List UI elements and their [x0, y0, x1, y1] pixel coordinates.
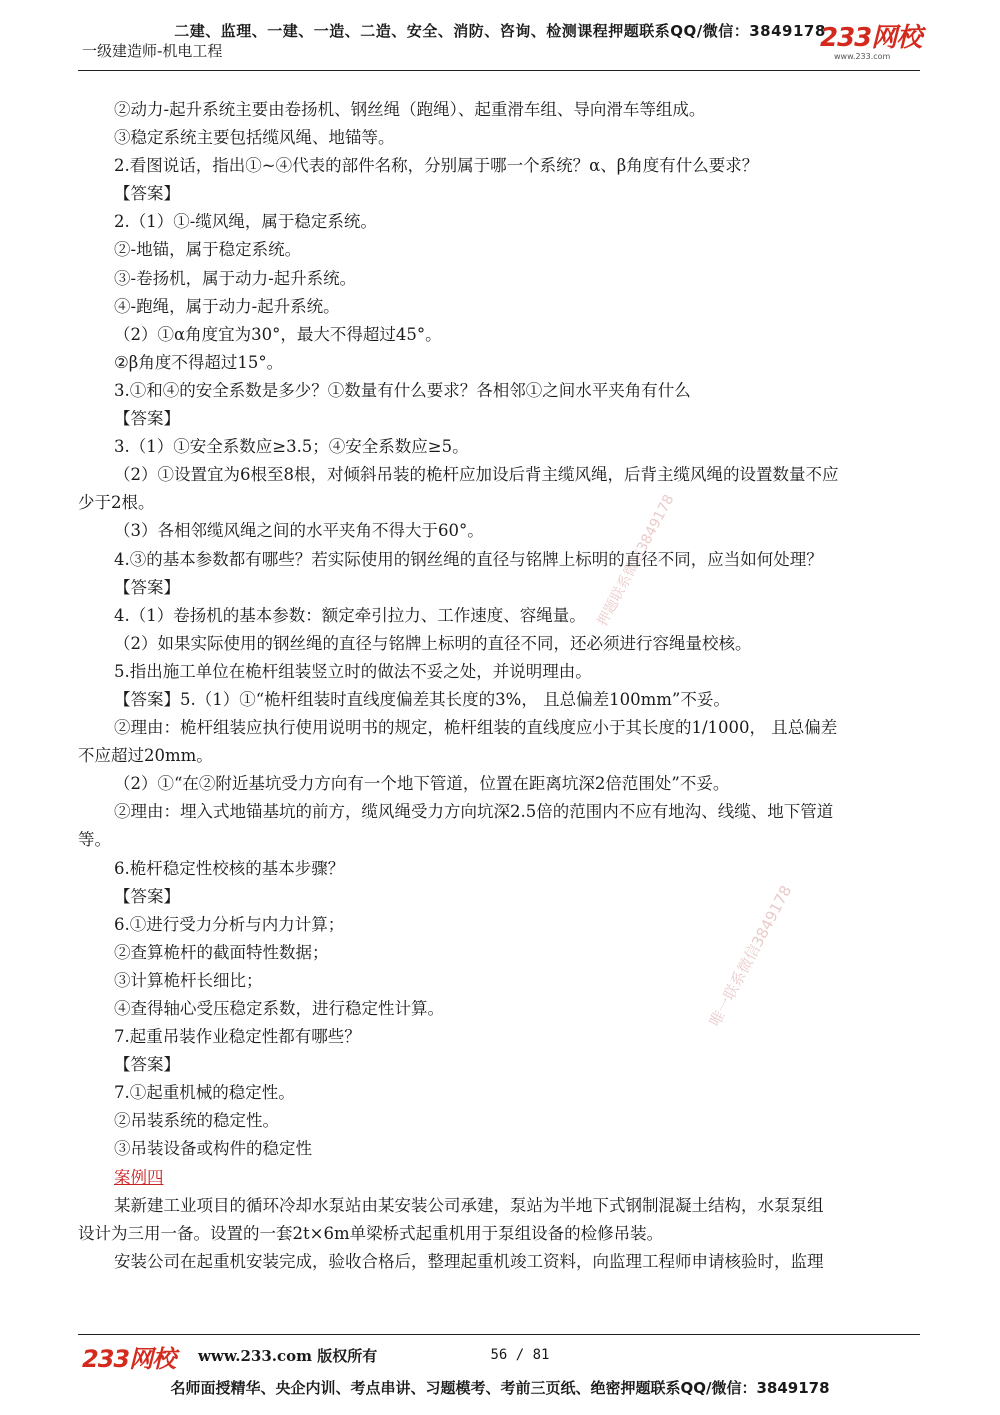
text-line: ③稳定系统主要包括缆风绳、地锚等。: [114, 128, 395, 148]
text-line: （2）如果实际使用的钢丝绳的直径与铭牌上标明的直径不同，还必须进行容绳量校核。: [114, 633, 752, 653]
question-line: 2.看图说话，指出①~④代表的部件名称，分别属于哪一个系统？α、β角度有什么要求？: [114, 156, 759, 176]
answer-label: 【答案】: [114, 184, 180, 204]
top-banner: 二建、监理、一建、一造、二造、安全、消防、咨询、检测课程押题联系QQ/微信：3849178: [174, 22, 826, 40]
text-line: 3.（1）①安全系数应≥3.5；④安全系数应≥5。: [114, 437, 469, 457]
text-line: ②-地锚，属于稳定系统。: [114, 240, 302, 260]
question-line: 3.①和④的安全系数是多少？①数量有什么要求？各相邻①之间水平夹角有什么: [114, 380, 691, 400]
text-line: 7.①起重机械的稳定性。: [114, 1083, 295, 1103]
answer-label: 【答案】: [114, 886, 180, 906]
brand-logo[interactable]: [820, 24, 930, 64]
text-line: 安装公司在起重机安装完成，验收合格后，整理起重机竣工资料，向监理工程师申请核验时，监理: [114, 1251, 824, 1271]
text-line: 设计为三用一备。设置的一套2t×6m单梁桥式起重机用于泵组设备的检修吊装。: [78, 1223, 664, 1243]
footer-logo[interactable]: 233网校: [82, 1345, 176, 1373]
question-line: 4.③的基本参数都有哪些？若实际使用的钢丝绳的直径与铭牌上标明的直径不同，应当如何处理？: [114, 549, 823, 569]
text-line: ④查得轴心受压稳定系数，进行稳定性计算。: [114, 999, 444, 1018]
text-line: （2）①α角度宜为30°，最大不得超过45°。: [114, 324, 442, 344]
text-line: ④-跑绳，属于动力-起升系统。: [114, 296, 340, 316]
bottom-banner: 名师面授精华、央企内训、考点串讲、习题模考、考前三页纸、绝密押题联系QQ/微信：3849178: [170, 1379, 830, 1397]
question-line: 7.起重吊装作业稳定性都有哪些？: [114, 1027, 361, 1047]
watermark-lower: 唯一联系微信3849178: [705, 882, 796, 1030]
brand-logo-text: 233网校: [820, 23, 922, 53]
footer-rule: [78, 1334, 920, 1335]
text-line: ②查算桅杆的截面特性数据；: [114, 942, 329, 962]
text-line: 少于2根。: [78, 493, 155, 513]
page-number: 56 / 81: [490, 1347, 550, 1363]
header-rule: [78, 70, 920, 71]
text-line: ③计算桅杆长细比；: [114, 970, 263, 990]
text-line: 2.（1）①-缆风绳，属于稳定系统。: [114, 212, 377, 232]
text-line: ②吊装系统的稳定性。: [114, 1111, 279, 1131]
text-line: ③-卷扬机，属于动力-起升系统。: [114, 268, 357, 288]
text-line: 等。: [78, 830, 111, 850]
text-line: ②理由：埋入式地锚基坑的前方，缆风绳受力方向坑深2.5倍的范围内不应有地沟、线缆、地下管道: [114, 802, 834, 822]
watermark-upper: 押题联系微信3849178: [594, 492, 678, 629]
text-line: ③吊装设备或构件的稳定性: [114, 1139, 312, 1159]
text-line: （2）①设置宜为6根至8根，对倾斜吊装的桅杆应加设后背主缆风绳，后背主缆风绳的设置数量不应: [114, 465, 839, 485]
text-line: ②动力-起升系统主要由卷扬机、钢丝绳（跑绳）、起重滑车组、导向滑车等组成。: [114, 100, 706, 119]
text-line: 6.①进行受力分析与内力计算；: [114, 914, 345, 934]
text-line: 4.（1）卷扬机的基本参数：额定牵引拉力、工作速度、容绳量。: [114, 605, 586, 625]
question-line: 5.指出施工单位在桅杆组装竖立时的做法不妥之处，并说明理由。: [114, 661, 592, 681]
footer-copyright: www.233.com 版权所有: [198, 1347, 378, 1365]
subject-title: 一级建造师-机电工程: [82, 42, 223, 60]
text-line: 【答案】5.（1）①“桅杆组装时直线度偏差其长度的3%， 且总偏差100mm”不妥。: [114, 689, 730, 709]
answer-label: 【答案】: [114, 409, 180, 429]
text-line: （3）各相邻缆风绳之间的水平夹角不得大于60°。: [114, 521, 484, 541]
text-line: （2）①“在②附近基坑受力方向有一个地下管道，位置在距离坑深2倍范围处”不妥。: [114, 774, 730, 794]
answer-label: 【答案】: [114, 577, 180, 597]
text-line: 不应超过20mm。: [78, 746, 213, 766]
case-title: 案例四: [114, 1167, 164, 1187]
document-body: [78, 96, 928, 1276]
text-line: ②β角度不得超过15°。: [114, 352, 284, 372]
text-line: ②理由：桅杆组装应执行使用说明书的规定，桅杆组装的直线度应小于其长度的1/1000， 且总偏差: [114, 718, 838, 738]
text-line: 某新建工业项目的循环冷却水泵站由某安装公司承建，泵站为半地下式钢制混凝土结构，水泵泵组: [114, 1195, 824, 1215]
question-line: 6.桅杆稳定性校核的基本步骤？: [114, 858, 345, 878]
brand-logo-site: www.233.com: [834, 52, 891, 61]
answer-label: 【答案】: [114, 1055, 180, 1075]
